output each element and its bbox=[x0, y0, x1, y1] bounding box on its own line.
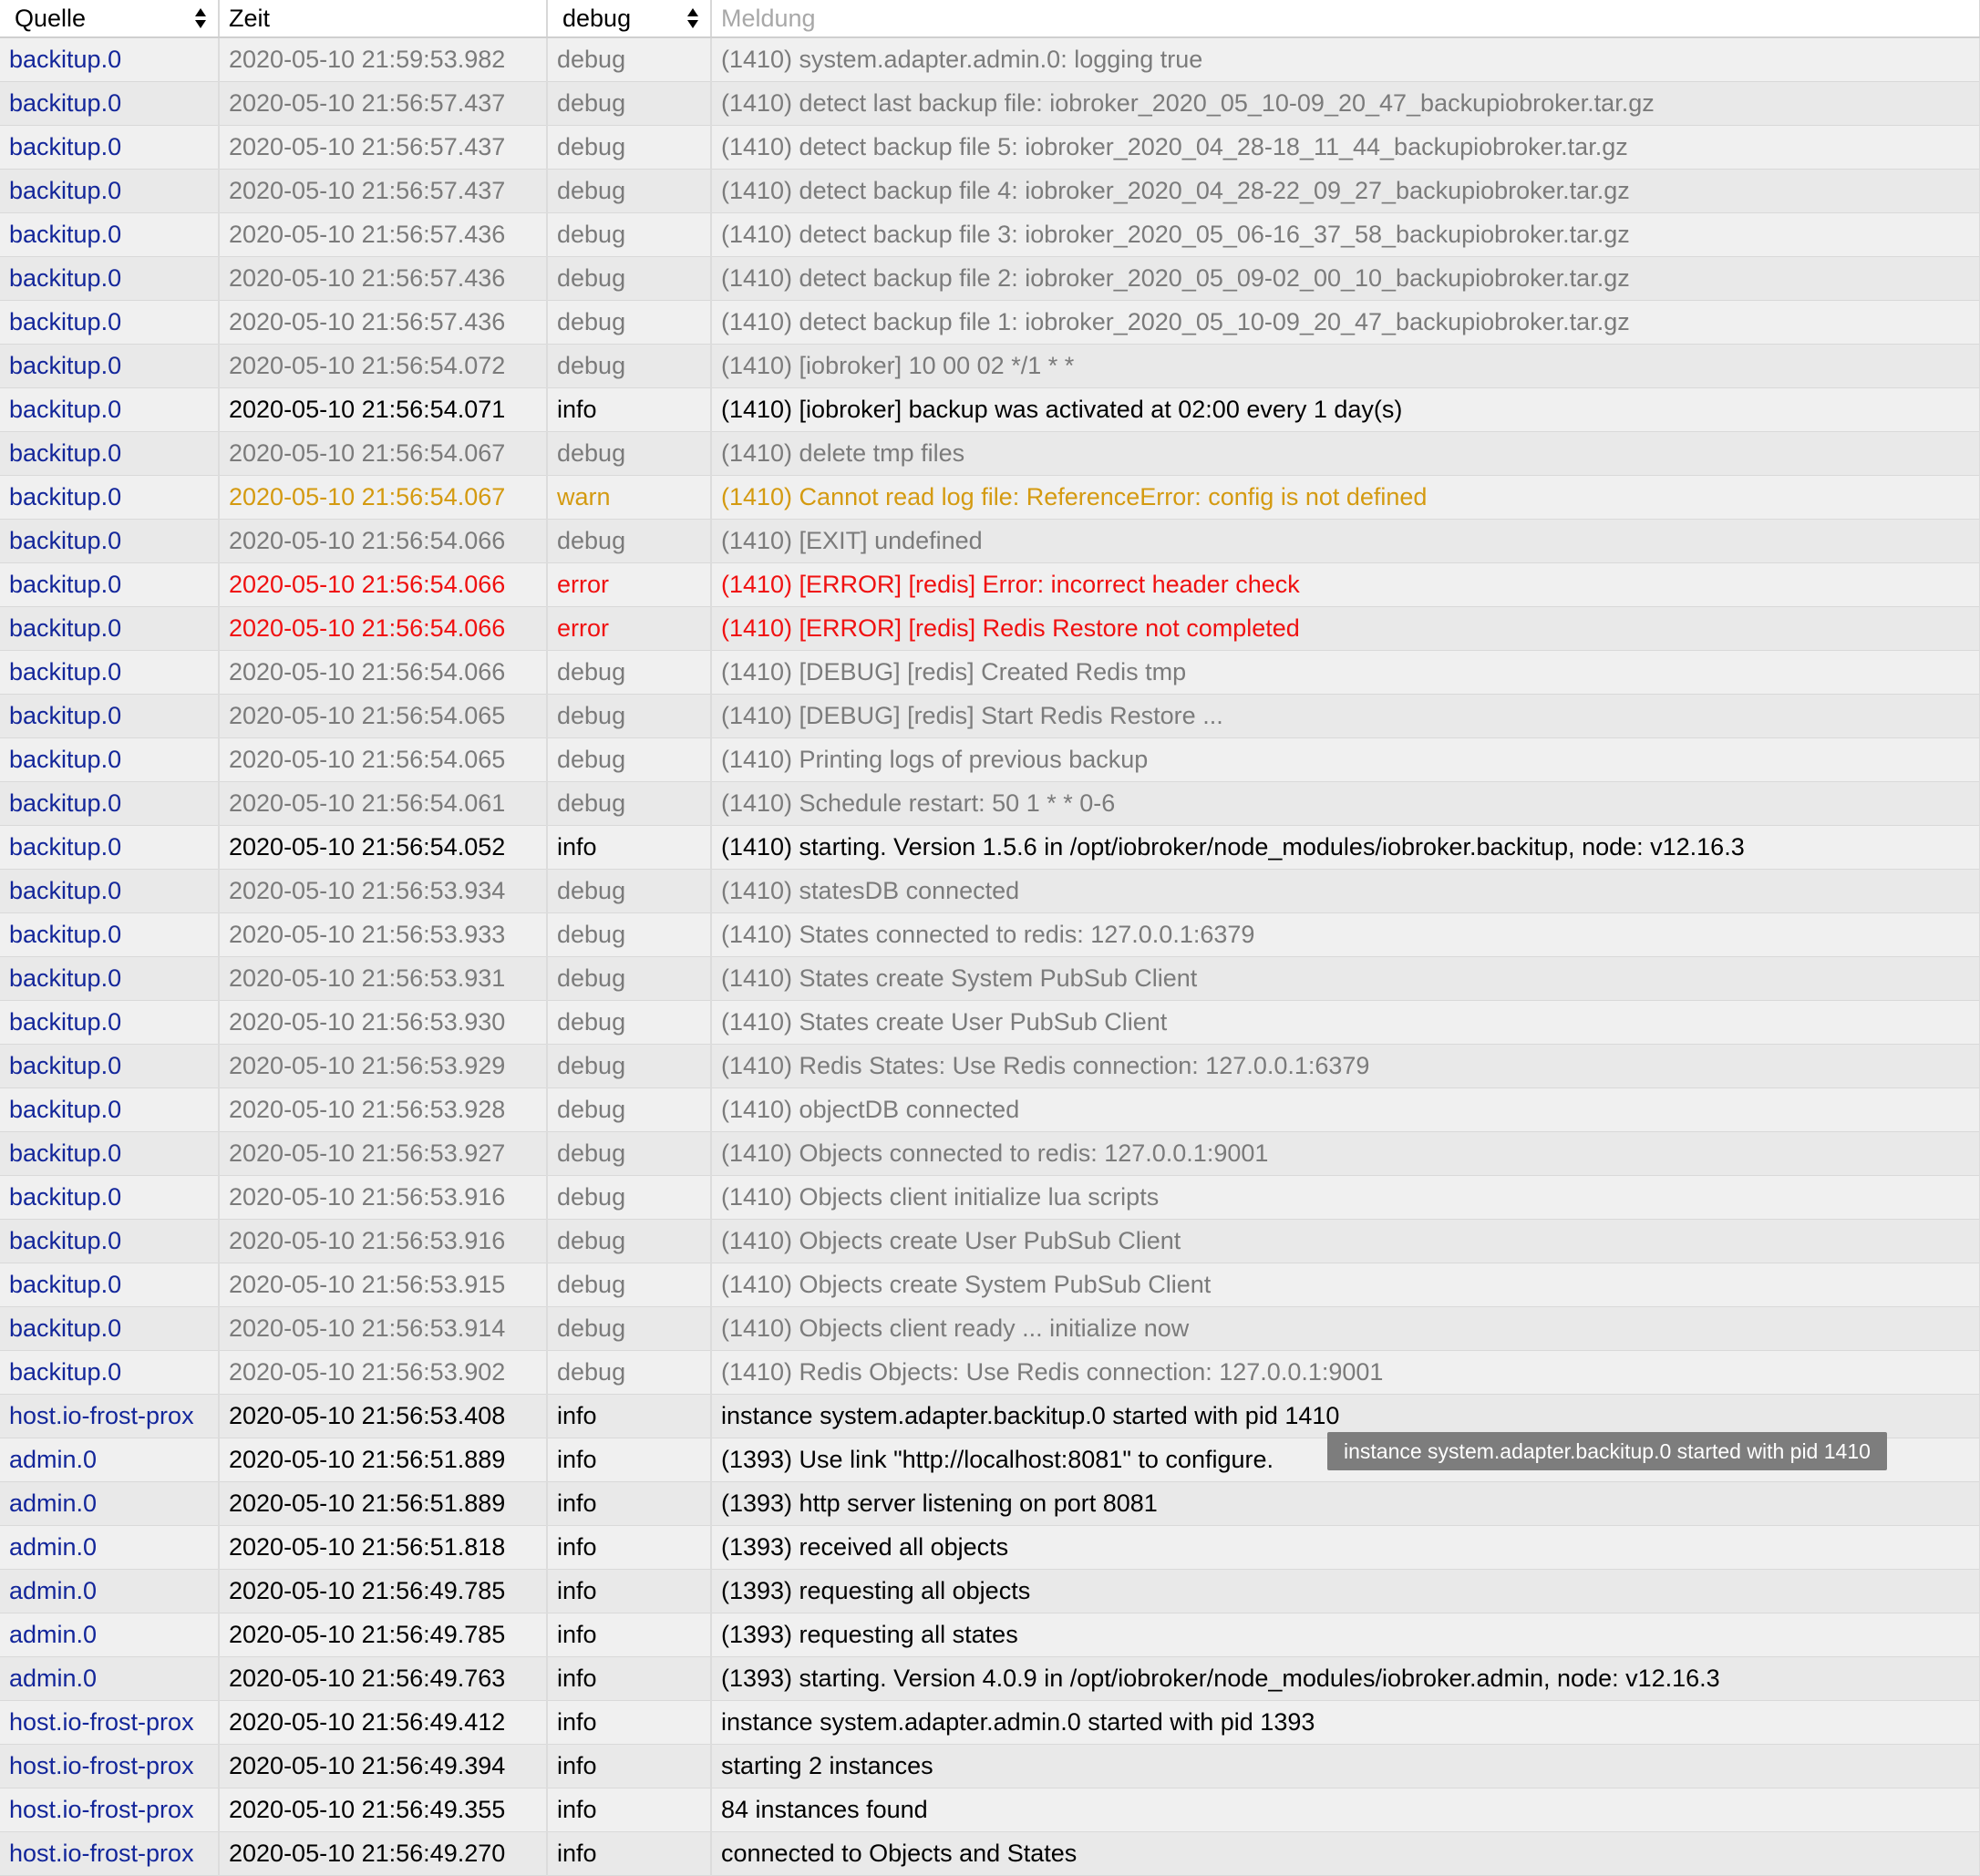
log-row bbox=[0, 912, 1980, 956]
source-column-header bbox=[0, 0, 219, 37]
log-row bbox=[0, 81, 1980, 125]
log-row bbox=[0, 1044, 1980, 1087]
log-time: 2020-05-10 21:56:54.065 bbox=[219, 694, 547, 737]
log-time: 2020-05-10 21:56:49.785 bbox=[219, 1613, 547, 1656]
log-source: backitup.0 bbox=[0, 387, 219, 431]
log-source: backitup.0 bbox=[0, 1350, 219, 1394]
log-time: 2020-05-10 21:56:57.436 bbox=[219, 256, 547, 300]
log-time: 2020-05-10 21:56:53.933 bbox=[219, 912, 547, 956]
log-source: backitup.0 bbox=[0, 737, 219, 781]
source-filter-select[interactable] bbox=[0, 0, 218, 36]
log-source: backitup.0 bbox=[0, 1219, 219, 1263]
sort-arrows-icon bbox=[194, 5, 207, 31]
log-source: admin.0 bbox=[0, 1438, 219, 1481]
log-level: info bbox=[547, 1438, 711, 1481]
log-source: backitup.0 bbox=[0, 1000, 219, 1044]
log-level: debug bbox=[547, 1175, 711, 1219]
log-message: (1393) requesting all states bbox=[711, 1613, 1980, 1656]
log-time: 2020-05-10 21:56:49.412 bbox=[219, 1700, 547, 1744]
log-message: (1393) http server listening on port 8081 bbox=[711, 1481, 1980, 1525]
log-time: 2020-05-10 21:56:57.437 bbox=[219, 81, 547, 125]
log-time: 2020-05-10 21:56:49.355 bbox=[219, 1788, 547, 1831]
log-source: backitup.0 bbox=[0, 606, 219, 650]
log-source: backitup.0 bbox=[0, 300, 219, 344]
log-message: (1393) requesting all objects bbox=[711, 1569, 1980, 1613]
log-message: (1410) detect backup file 5: iobroker_2020_04_28-18_11_44_backupiobroker.tar.gz bbox=[711, 125, 1980, 169]
log-message: starting 2 instances bbox=[711, 1744, 1980, 1788]
log-source: backitup.0 bbox=[0, 781, 219, 825]
log-message: (1410) [ERROR] [redis] Redis Restore not completed bbox=[711, 606, 1980, 650]
log-row bbox=[0, 1525, 1980, 1569]
log-message: (1410) detect last backup file: iobroker_2020_05_10-09_20_47_backupiobroker.tar.gz bbox=[711, 81, 1980, 125]
log-time: 2020-05-10 21:59:53.982 bbox=[219, 37, 547, 81]
log-source: backitup.0 bbox=[0, 825, 219, 869]
log-row bbox=[0, 1569, 1980, 1613]
log-time: 2020-05-10 21:56:53.927 bbox=[219, 1131, 547, 1175]
log-row bbox=[0, 650, 1980, 694]
log-source: backitup.0 bbox=[0, 1044, 219, 1087]
log-time: 2020-05-10 21:56:54.066 bbox=[219, 562, 547, 606]
log-level: warn bbox=[547, 475, 711, 519]
log-time: 2020-05-10 21:56:54.067 bbox=[219, 475, 547, 519]
log-level: debug bbox=[547, 694, 711, 737]
log-source: host.io-frost-prox bbox=[0, 1788, 219, 1831]
log-time: 2020-05-10 21:56:57.437 bbox=[219, 125, 547, 169]
log-time: 2020-05-10 21:56:51.889 bbox=[219, 1481, 547, 1525]
log-body bbox=[0, 37, 1980, 1875]
log-row bbox=[0, 1350, 1980, 1394]
log-source: backitup.0 bbox=[0, 694, 219, 737]
log-message: 84 instances found bbox=[711, 1788, 1980, 1831]
log-source: host.io-frost-prox bbox=[0, 1831, 219, 1875]
log-time: 2020-05-10 21:56:54.066 bbox=[219, 606, 547, 650]
log-row bbox=[0, 1087, 1980, 1131]
log-row bbox=[0, 344, 1980, 387]
log-time: 2020-05-10 21:56:53.929 bbox=[219, 1044, 547, 1087]
log-source: backitup.0 bbox=[0, 475, 219, 519]
log-time: 2020-05-10 21:56:54.072 bbox=[219, 344, 547, 387]
log-row bbox=[0, 256, 1980, 300]
log-source: admin.0 bbox=[0, 1525, 219, 1569]
log-time: 2020-05-10 21:56:54.067 bbox=[219, 431, 547, 475]
log-row bbox=[0, 781, 1980, 825]
log-message: (1410) States connected to redis: 127.0.0.1:6379 bbox=[711, 912, 1980, 956]
log-time: 2020-05-10 21:56:57.436 bbox=[219, 300, 547, 344]
log-message: (1410) Redis Objects: Use Redis connection: 127.0.0.1:9001 bbox=[711, 1350, 1980, 1394]
time-header-label: Zeit bbox=[229, 4, 271, 32]
log-source: backitup.0 bbox=[0, 912, 219, 956]
log-time: 2020-05-10 21:56:49.785 bbox=[219, 1569, 547, 1613]
log-time: 2020-05-10 21:56:53.902 bbox=[219, 1350, 547, 1394]
log-time: 2020-05-10 21:56:53.916 bbox=[219, 1175, 547, 1219]
log-time: 2020-05-10 21:56:57.436 bbox=[219, 212, 547, 256]
log-level: error bbox=[547, 562, 711, 606]
log-level: info bbox=[547, 1394, 711, 1438]
log-level: info bbox=[547, 1744, 711, 1788]
log-row bbox=[0, 1175, 1980, 1219]
log-level: debug bbox=[547, 1306, 711, 1350]
source-filter-label: Quelle bbox=[15, 4, 87, 32]
level-column-header bbox=[547, 0, 711, 37]
log-time: 2020-05-10 21:56:53.408 bbox=[219, 1394, 547, 1438]
log-row bbox=[0, 1263, 1980, 1306]
log-message: (1393) starting. Version 4.0.9 in /opt/iobroker/node_modules/iobroker.admin, node: v12.16.3 bbox=[711, 1656, 1980, 1700]
log-message: (1393) Use link "http://localhost:8081" to configure. bbox=[711, 1438, 1980, 1481]
log-message: (1410) statesDB connected bbox=[711, 869, 1980, 912]
log-level: debug bbox=[547, 1219, 711, 1263]
log-message: (1410) detect backup file 4: iobroker_2020_04_28-22_09_27_backupiobroker.tar.gz bbox=[711, 169, 1980, 212]
log-time: 2020-05-10 21:56:57.437 bbox=[219, 169, 547, 212]
log-level: debug bbox=[547, 1087, 711, 1131]
log-row bbox=[0, 606, 1980, 650]
log-time: 2020-05-10 21:56:51.889 bbox=[219, 1438, 547, 1481]
log-time: 2020-05-10 21:56:54.065 bbox=[219, 737, 547, 781]
log-time: 2020-05-10 21:56:54.052 bbox=[219, 825, 547, 869]
time-column-header bbox=[219, 0, 547, 37]
log-level: debug bbox=[547, 519, 711, 562]
log-level: info bbox=[547, 1656, 711, 1700]
log-level: debug bbox=[547, 1263, 711, 1306]
log-source: admin.0 bbox=[0, 1569, 219, 1613]
log-source: backitup.0 bbox=[0, 1263, 219, 1306]
log-level: debug bbox=[547, 37, 711, 81]
log-row bbox=[0, 1394, 1980, 1438]
tooltip: instance system.adapter.backitup.0 started with pid 1410 bbox=[1327, 1432, 1887, 1470]
log-message: (1410) Redis States: Use Redis connection: 127.0.0.1:6379 bbox=[711, 1044, 1980, 1087]
log-message: (1410) States create System PubSub Client bbox=[711, 956, 1980, 1000]
log-row bbox=[0, 1131, 1980, 1175]
log-row bbox=[0, 387, 1980, 431]
log-level: info bbox=[547, 1525, 711, 1569]
log-message: (1410) Objects create System PubSub Client bbox=[711, 1263, 1980, 1306]
log-source: backitup.0 bbox=[0, 169, 219, 212]
log-level: debug bbox=[547, 169, 711, 212]
log-message: (1410) detect backup file 1: iobroker_2020_05_10-09_20_47_backupiobroker.tar.gz bbox=[711, 300, 1980, 344]
message-filter-input[interactable] bbox=[712, 0, 1979, 36]
log-time: 2020-05-10 21:56:51.818 bbox=[219, 1525, 547, 1569]
log-row bbox=[0, 169, 1980, 212]
log-message: connected to Objects and States bbox=[711, 1831, 1980, 1875]
log-row bbox=[0, 1744, 1980, 1788]
log-time: 2020-05-10 21:56:54.061 bbox=[219, 781, 547, 825]
log-message: (1393) received all objects bbox=[711, 1525, 1980, 1569]
log-row bbox=[0, 1219, 1980, 1263]
log-message: instance system.adapter.backitup.0 started with pid 1410 bbox=[711, 1394, 1980, 1438]
log-source: host.io-frost-prox bbox=[0, 1700, 219, 1744]
log-message: (1410) [iobroker] 10 00 02 */1 * * bbox=[711, 344, 1980, 387]
log-row bbox=[0, 1831, 1980, 1875]
log-level: debug bbox=[547, 212, 711, 256]
log-level: debug bbox=[547, 781, 711, 825]
log-time: 2020-05-10 21:56:53.928 bbox=[219, 1087, 547, 1131]
log-message: (1410) [iobroker] backup was activated at 02:00 every 1 day(s) bbox=[711, 387, 1980, 431]
log-message: (1410) Schedule restart: 50 1 * * 0-6 bbox=[711, 781, 1980, 825]
log-source: backitup.0 bbox=[0, 431, 219, 475]
log-row bbox=[0, 519, 1980, 562]
log-source: backitup.0 bbox=[0, 1131, 219, 1175]
log-level: info bbox=[547, 1613, 711, 1656]
log-level: info bbox=[547, 387, 711, 431]
log-time: 2020-05-10 21:56:53.930 bbox=[219, 1000, 547, 1044]
log-time: 2020-05-10 21:56:53.916 bbox=[219, 1219, 547, 1263]
log-source: backitup.0 bbox=[0, 125, 219, 169]
log-source: backitup.0 bbox=[0, 869, 219, 912]
log-row bbox=[0, 956, 1980, 1000]
log-level: debug bbox=[547, 300, 711, 344]
log-source: admin.0 bbox=[0, 1656, 219, 1700]
log-level: info bbox=[547, 1831, 711, 1875]
log-message: (1410) [EXIT] undefined bbox=[711, 519, 1980, 562]
log-source: backitup.0 bbox=[0, 256, 219, 300]
log-level: info bbox=[547, 1569, 711, 1613]
log-source: backitup.0 bbox=[0, 1306, 219, 1350]
log-source: admin.0 bbox=[0, 1481, 219, 1525]
level-filter-label: debug bbox=[562, 4, 632, 32]
level-filter-select[interactable] bbox=[548, 0, 710, 36]
log-message: (1410) starting. Version 1.5.6 in /opt/iobroker/node_modules/iobroker.backitup, node: v12.16.3 bbox=[711, 825, 1980, 869]
log-level: debug bbox=[547, 1044, 711, 1087]
log-row bbox=[0, 1700, 1980, 1744]
log-source: backitup.0 bbox=[0, 1175, 219, 1219]
log-message: (1410) delete tmp files bbox=[711, 431, 1980, 475]
log-message: (1410) Objects create User PubSub Client bbox=[711, 1219, 1980, 1263]
log-row bbox=[0, 694, 1980, 737]
sort-arrows-icon bbox=[686, 5, 699, 31]
log-time: 2020-05-10 21:56:49.394 bbox=[219, 1744, 547, 1788]
log-message: (1410) [DEBUG] [redis] Created Redis tmp bbox=[711, 650, 1980, 694]
log-message: (1410) [ERROR] [redis] Error: incorrect header check bbox=[711, 562, 1980, 606]
log-time: 2020-05-10 21:56:53.914 bbox=[219, 1306, 547, 1350]
log-level: info bbox=[547, 825, 711, 869]
log-source: backitup.0 bbox=[0, 344, 219, 387]
log-time: 2020-05-10 21:56:54.071 bbox=[219, 387, 547, 431]
log-source: backitup.0 bbox=[0, 519, 219, 562]
log-row bbox=[0, 562, 1980, 606]
log-level: debug bbox=[547, 956, 711, 1000]
log-level: error bbox=[547, 606, 711, 650]
log-message: (1410) detect backup file 3: iobroker_2020_05_06-16_37_58_backupiobroker.tar.gz bbox=[711, 212, 1980, 256]
log-message: (1410) States create User PubSub Client bbox=[711, 1000, 1980, 1044]
log-time: 2020-05-10 21:56:54.066 bbox=[219, 519, 547, 562]
log-header-row bbox=[0, 0, 1980, 37]
log-row bbox=[0, 300, 1980, 344]
log-row bbox=[0, 1481, 1980, 1525]
log-source: admin.0 bbox=[0, 1613, 219, 1656]
log-message: (1410) Objects connected to redis: 127.0.0.1:9001 bbox=[711, 1131, 1980, 1175]
log-row bbox=[0, 212, 1980, 256]
log-message: (1410) detect backup file 2: iobroker_2020_05_09-02_00_10_backupiobroker.tar.gz bbox=[711, 256, 1980, 300]
log-time: 2020-05-10 21:56:54.066 bbox=[219, 650, 547, 694]
log-row bbox=[0, 431, 1980, 475]
log-row bbox=[0, 475, 1980, 519]
log-row bbox=[0, 737, 1980, 781]
log-source: backitup.0 bbox=[0, 1087, 219, 1131]
log-message: instance system.adapter.admin.0 started with pid 1393 bbox=[711, 1700, 1980, 1744]
log-row bbox=[0, 1306, 1980, 1350]
log-message: (1410) objectDB connected bbox=[711, 1087, 1980, 1131]
log-source: backitup.0 bbox=[0, 562, 219, 606]
log-source: backitup.0 bbox=[0, 956, 219, 1000]
log-time: 2020-05-10 21:56:53.915 bbox=[219, 1263, 547, 1306]
log-row bbox=[0, 825, 1980, 869]
log-level: debug bbox=[547, 1131, 711, 1175]
log-time: 2020-05-10 21:56:53.934 bbox=[219, 869, 547, 912]
log-level: debug bbox=[547, 1350, 711, 1394]
log-source: host.io-frost-prox bbox=[0, 1394, 219, 1438]
log-level: info bbox=[547, 1788, 711, 1831]
log-level: debug bbox=[547, 431, 711, 475]
log-source: host.io-frost-prox bbox=[0, 1744, 219, 1788]
log-row bbox=[0, 1000, 1980, 1044]
log-row bbox=[0, 1788, 1980, 1831]
log-message: (1410) Objects client initialize lua scripts bbox=[711, 1175, 1980, 1219]
message-column-header bbox=[711, 0, 1980, 37]
log-message: (1410) Cannot read log file: ReferenceError: config is not defined bbox=[711, 475, 1980, 519]
log-row bbox=[0, 869, 1980, 912]
log-message: (1410) system.adapter.admin.0: logging true bbox=[711, 37, 1980, 81]
log-level: debug bbox=[547, 256, 711, 300]
log-level: debug bbox=[547, 912, 711, 956]
log-source: backitup.0 bbox=[0, 37, 219, 81]
log-source: backitup.0 bbox=[0, 650, 219, 694]
log-time: 2020-05-10 21:56:53.931 bbox=[219, 956, 547, 1000]
log-level: debug bbox=[547, 81, 711, 125]
log-row bbox=[0, 125, 1980, 169]
log-row bbox=[0, 1613, 1980, 1656]
log-level: debug bbox=[547, 344, 711, 387]
log-source: backitup.0 bbox=[0, 81, 219, 125]
log-row bbox=[0, 1656, 1980, 1700]
log-level: info bbox=[547, 1700, 711, 1744]
log-message: (1410) [DEBUG] [redis] Start Redis Restore ... bbox=[711, 694, 1980, 737]
log-message: (1410) Objects client ready ... initialize now bbox=[711, 1306, 1980, 1350]
log-level: debug bbox=[547, 125, 711, 169]
log-level: debug bbox=[547, 650, 711, 694]
log-level: info bbox=[547, 1481, 711, 1525]
log-time: 2020-05-10 21:56:49.270 bbox=[219, 1831, 547, 1875]
log-time: 2020-05-10 21:56:49.763 bbox=[219, 1656, 547, 1700]
log-source: backitup.0 bbox=[0, 212, 219, 256]
log-row bbox=[0, 37, 1980, 81]
log-level: debug bbox=[547, 737, 711, 781]
log-level: debug bbox=[547, 869, 711, 912]
log-message: (1410) Printing logs of previous backup bbox=[711, 737, 1980, 781]
log-level: debug bbox=[547, 1000, 711, 1044]
